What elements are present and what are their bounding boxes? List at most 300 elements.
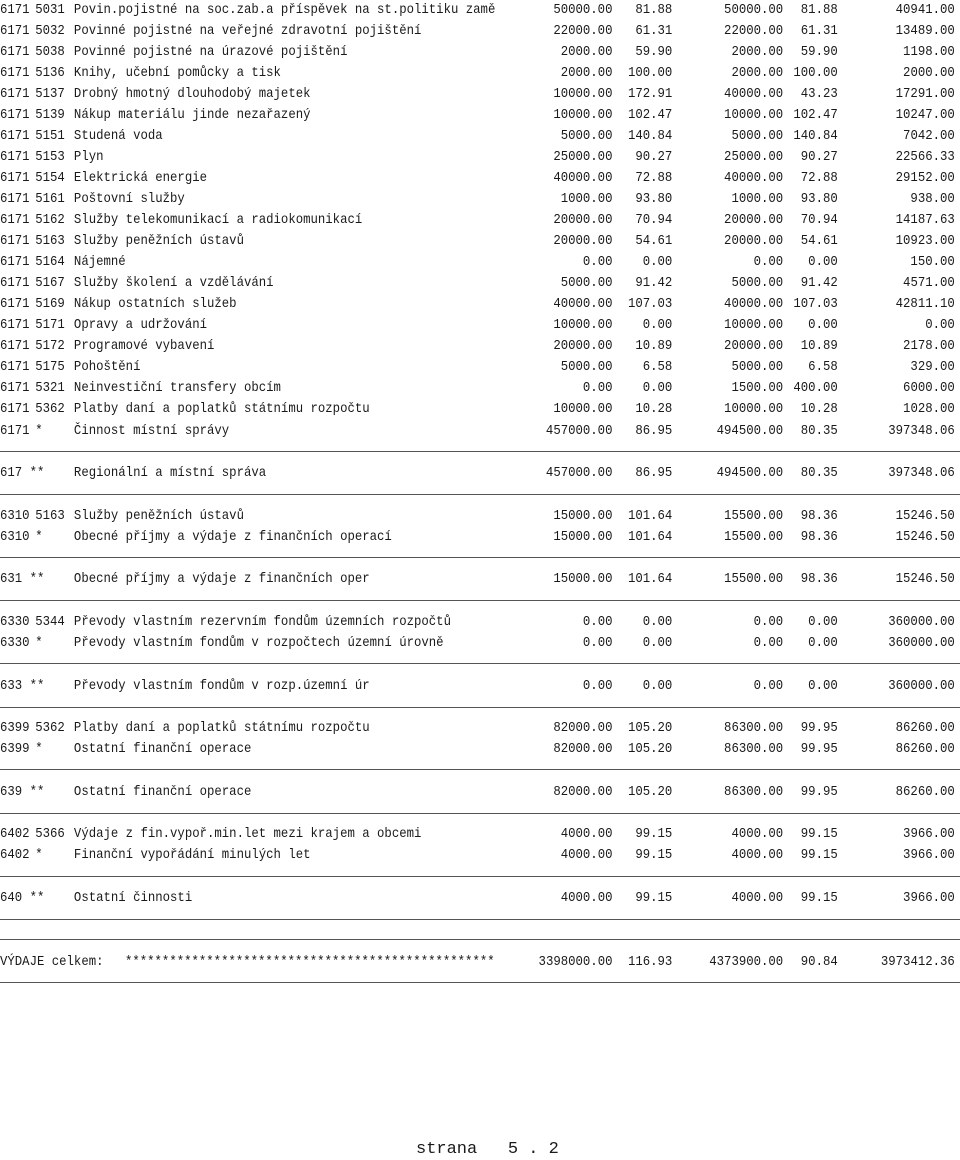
adjusted-percent: 80.35 (800, 465, 838, 481)
budget-value: 457000.00 (545, 465, 613, 481)
item-code: 5366 (35, 826, 65, 842)
item-description: Povinné pojistné na veřejné zdravotní pojištění (73, 23, 422, 39)
paragraph-code: 6171 (0, 212, 30, 228)
item-code: 5169 (35, 296, 65, 312)
paragraph-code: 6330 (0, 614, 30, 630)
item-description: Opravy a udržování (73, 317, 208, 333)
adjusted-percent: 140.84 (793, 128, 838, 144)
item-code: 5175 (35, 359, 65, 375)
table-row (0, 21, 955, 41)
adjusted-value: 494500.00 (716, 423, 784, 439)
item-description: Elektrická energie (73, 170, 208, 186)
budget-percent: 100.00 (627, 65, 673, 81)
item-description: Regionální a místní správa (73, 465, 267, 481)
actual-value: 40941.00 (895, 2, 955, 18)
budget-value: 40000.00 (553, 296, 613, 312)
budget-percent: 91.42 (635, 275, 673, 291)
adjusted-value: 5000.00 (731, 128, 784, 144)
budget-value: 10000.00 (553, 317, 613, 333)
adjusted-percent: 6.58 (808, 359, 838, 375)
subtotal-row (0, 633, 955, 653)
adjusted-value: 50000.00 (724, 2, 784, 18)
paragraph-code: 6171 (0, 170, 30, 186)
budget-percent: 107.03 (627, 296, 673, 312)
budget-value: 457000.00 (545, 423, 613, 439)
adjusted-value: 86300.00 (724, 784, 784, 800)
paragraph-code: 6171 (0, 128, 30, 144)
group-code: 633 ** (0, 678, 45, 694)
budget-percent: 81.88 (635, 2, 673, 18)
item-description: Služby peněžních ústavů (73, 508, 244, 524)
actual-value: 360000.00 (888, 635, 955, 651)
adjusted-value: 1500.00 (731, 380, 784, 396)
budget-percent: 99.15 (635, 826, 673, 842)
adjusted-value: 5000.00 (731, 359, 784, 375)
actual-value: 3966.00 (903, 847, 955, 863)
item-description: Ostatní finanční operace (73, 784, 252, 800)
paragraph-code: 6399 (0, 720, 30, 736)
item-description: Obecné příjmy a výdaje z finančních operací (73, 529, 392, 545)
subtotal-row (0, 739, 955, 759)
adjusted-percent: 99.95 (800, 741, 838, 757)
budget-percent: 116.93 (627, 954, 673, 970)
divider (0, 451, 960, 452)
adjusted-percent: 70.94 (800, 212, 838, 228)
budget-value: 22000.00 (553, 23, 613, 39)
item-description: Drobný hmotný dlouhodobý majetek (73, 86, 311, 102)
budget-percent: 6.58 (642, 359, 673, 375)
budget-value: 4000.00 (560, 826, 613, 842)
budget-value: 15000.00 (553, 529, 613, 545)
divider (0, 919, 960, 920)
item-code: 5172 (35, 338, 65, 354)
adjusted-percent: 99.15 (800, 890, 838, 906)
grand-total-row (0, 952, 955, 972)
paragraph-code: 6171 (0, 380, 30, 396)
group-code: 639 ** (0, 784, 45, 800)
adjusted-percent: 400.00 (793, 380, 838, 396)
item-code: 5136 (35, 65, 65, 81)
item-code: 5032 (35, 23, 65, 39)
adjusted-percent: 90.27 (800, 149, 838, 165)
budget-value: 1000.00 (560, 191, 613, 207)
item-description: Výdaje z fin.vypoř.min.let mezi krajem a obcemi (73, 826, 422, 842)
table-row (0, 252, 955, 272)
adjusted-value: 20000.00 (724, 212, 784, 228)
item-code: 5321 (35, 380, 65, 396)
budget-percent: 86.95 (635, 465, 673, 481)
actual-value: 6000.00 (903, 380, 955, 396)
budget-percent: 59.90 (635, 44, 673, 60)
subtotal-row (0, 421, 955, 441)
adjusted-percent: 91.42 (800, 275, 838, 291)
budget-percent: 102.47 (627, 107, 673, 123)
adjusted-value: 40000.00 (724, 86, 784, 102)
subtotal-marker: * (35, 741, 43, 757)
actual-value: 86260.00 (895, 784, 955, 800)
grand-total-filler: ************************************************** (124, 954, 495, 970)
budget-percent: 99.15 (635, 890, 673, 906)
adjusted-value: 86300.00 (724, 741, 784, 757)
paragraph-code: 6171 (0, 107, 30, 123)
group-total-row (0, 463, 955, 483)
item-code: 5344 (35, 614, 65, 630)
divider (0, 939, 960, 940)
actual-value: 3973412.36 (880, 954, 955, 970)
item-description: Převody vlastním rezervním fondům územních rozpočtů (73, 614, 451, 630)
budget-percent: 101.64 (627, 571, 673, 587)
adjusted-value: 0.00 (753, 614, 784, 630)
budget-value: 3398000.00 (538, 954, 613, 970)
budget-value: 5000.00 (560, 275, 613, 291)
adjusted-value: 4000.00 (731, 826, 784, 842)
actual-value: 10923.00 (895, 233, 955, 249)
budget-percent: 0.00 (642, 678, 673, 694)
adjusted-value: 22000.00 (724, 23, 784, 39)
actual-value: 3966.00 (903, 890, 955, 906)
adjusted-value: 4000.00 (731, 847, 784, 863)
budget-value: 0.00 (582, 254, 613, 270)
item-description: Povinné pojistné na úrazové pojištění (73, 44, 348, 60)
actual-value: 2000.00 (903, 65, 955, 81)
adjusted-value: 40000.00 (724, 296, 784, 312)
budget-value: 20000.00 (553, 233, 613, 249)
budget-value: 20000.00 (553, 212, 613, 228)
table-row (0, 506, 955, 526)
adjusted-value: 40000.00 (724, 170, 784, 186)
adjusted-value: 20000.00 (724, 338, 784, 354)
table-row (0, 147, 955, 167)
budget-value: 0.00 (582, 635, 613, 651)
item-code: 5164 (35, 254, 65, 270)
actual-value: 7042.00 (903, 128, 955, 144)
item-code: 5362 (35, 401, 65, 417)
budget-value: 82000.00 (553, 784, 613, 800)
budget-value: 10000.00 (553, 107, 613, 123)
item-description: Povin.pojistné na soc.zab.a příspěvek na st.politiku zamě (73, 2, 496, 18)
item-description: Platby daní a poplatků státnímu rozpočtu (73, 720, 370, 736)
budget-percent: 10.89 (635, 338, 673, 354)
actual-value: 14187.63 (895, 212, 955, 228)
divider (0, 600, 960, 601)
divider (0, 557, 960, 558)
actual-value: 86260.00 (895, 741, 955, 757)
adjusted-value: 15500.00 (724, 508, 784, 524)
budget-percent: 54.61 (635, 233, 673, 249)
budget-value: 4000.00 (560, 890, 613, 906)
adjusted-percent: 0.00 (808, 254, 838, 270)
item-code: 5031 (35, 2, 65, 18)
budget-percent: 99.15 (635, 847, 673, 863)
budget-percent: 105.20 (627, 741, 673, 757)
item-description: Nákup materiálu jinde nezařazený (73, 107, 311, 123)
item-code: 5161 (35, 191, 65, 207)
budget-percent: 90.27 (635, 149, 673, 165)
item-description: Finanční vypořádání minulých let (73, 847, 311, 863)
item-description: Programové vybavení (73, 338, 215, 354)
budget-percent: 86.95 (635, 423, 673, 439)
actual-value: 10247.00 (895, 107, 955, 123)
item-description: Služby telekomunikací a radiokomunikací (73, 212, 363, 228)
paragraph-code: 6171 (0, 44, 30, 60)
item-code: 5038 (35, 44, 65, 60)
budget-value: 5000.00 (560, 128, 613, 144)
budget-percent: 0.00 (642, 614, 673, 630)
paragraph-code: 6171 (0, 317, 30, 333)
subtotal-marker: * (35, 529, 43, 545)
budget-percent: 0.00 (642, 254, 673, 270)
adjusted-percent: 10.28 (800, 401, 838, 417)
paragraph-code: 6171 (0, 2, 30, 18)
subtotal-row (0, 527, 955, 547)
actual-value: 15246.50 (895, 571, 955, 587)
paragraph-code: 6171 (0, 338, 30, 354)
adjusted-percent: 43.23 (800, 86, 838, 102)
budget-percent: 0.00 (642, 635, 673, 651)
adjusted-value: 494500.00 (716, 465, 784, 481)
adjusted-percent: 0.00 (808, 678, 838, 694)
budget-percent: 93.80 (635, 191, 673, 207)
adjusted-value: 25000.00 (724, 149, 784, 165)
budget-value: 15000.00 (553, 571, 613, 587)
item-code: 5139 (35, 107, 65, 123)
paragraph-code: 6171 (0, 149, 30, 165)
adjusted-value: 2000.00 (731, 44, 784, 60)
item-description: Služby peněžních ústavů (73, 233, 244, 249)
adjusted-percent: 100.00 (793, 65, 838, 81)
item-code: 5163 (35, 233, 65, 249)
actual-value: 13489.00 (895, 23, 955, 39)
adjusted-percent: 102.47 (793, 107, 838, 123)
actual-value: 938.00 (910, 191, 955, 207)
item-description: Pohoštění (73, 359, 141, 375)
item-description: Převody vlastním fondům v rozpočtech územní úrovně (73, 635, 444, 651)
paragraph-code: 6171 (0, 191, 30, 207)
budget-value: 0.00 (582, 380, 613, 396)
item-description: Poštovní služby (73, 191, 185, 207)
subtotal-row (0, 845, 955, 865)
divider (0, 707, 960, 708)
adjusted-percent: 99.15 (800, 847, 838, 863)
budget-value: 20000.00 (553, 338, 613, 354)
item-description: Platby daní a poplatků státnímu rozpočtu (73, 401, 370, 417)
item-code: 5151 (35, 128, 65, 144)
adjusted-value: 15500.00 (724, 529, 784, 545)
adjusted-percent: 10.89 (800, 338, 838, 354)
paragraph-code: 6171 (0, 86, 30, 102)
adjusted-percent: 72.88 (800, 170, 838, 186)
adjusted-percent: 99.15 (800, 826, 838, 842)
adjusted-value: 15500.00 (724, 571, 784, 587)
table-row (0, 63, 955, 83)
table-row (0, 399, 955, 419)
table-row (0, 336, 955, 356)
adjusted-percent: 98.36 (800, 508, 838, 524)
actual-value: 329.00 (910, 359, 955, 375)
table-row (0, 0, 955, 20)
paragraph-code: 6171 (0, 296, 30, 312)
actual-value: 397348.06 (888, 465, 955, 481)
adjusted-value: 10000.00 (724, 317, 784, 333)
adjusted-value: 1000.00 (731, 191, 784, 207)
budget-percent: 101.64 (627, 529, 673, 545)
adjusted-value: 20000.00 (724, 233, 784, 249)
grand-total-label: VÝDAJE celkem: (0, 954, 104, 970)
item-code: 5171 (35, 317, 65, 333)
item-description: Nájemné (73, 254, 126, 270)
adjusted-value: 0.00 (753, 678, 784, 694)
table-row (0, 84, 955, 104)
adjusted-percent: 0.00 (808, 317, 838, 333)
budget-value: 2000.00 (560, 65, 613, 81)
item-code: 5362 (35, 720, 65, 736)
adjusted-value: 0.00 (753, 635, 784, 651)
item-description: Ostatní činnosti (73, 890, 193, 906)
actual-value: 86260.00 (895, 720, 955, 736)
adjusted-percent: 99.95 (800, 784, 838, 800)
budget-value: 4000.00 (560, 847, 613, 863)
adjusted-percent: 90.84 (800, 954, 838, 970)
budget-percent: 105.20 (627, 784, 673, 800)
table-row (0, 718, 955, 738)
subtotal-marker: * (35, 423, 43, 439)
item-description: Knihy, učební pomůcky a tisk (73, 65, 281, 81)
adjusted-value: 4373900.00 (709, 954, 784, 970)
table-row (0, 315, 955, 335)
page-number: strana 5 . 2 (416, 1140, 559, 1159)
item-description: Obecné příjmy a výdaje z finančních oper (73, 571, 370, 587)
divider (0, 982, 960, 983)
paragraph-code: 6310 (0, 508, 30, 524)
item-code: 5154 (35, 170, 65, 186)
divider (0, 663, 960, 664)
budget-percent: 101.64 (627, 508, 673, 524)
table-row (0, 378, 955, 398)
budget-percent: 0.00 (642, 380, 673, 396)
table-row (0, 168, 955, 188)
table-row (0, 824, 955, 844)
paragraph-code: 6171 (0, 65, 30, 81)
budget-percent: 140.84 (627, 128, 673, 144)
actual-value: 360000.00 (888, 614, 955, 630)
paragraph-code: 6402 (0, 847, 30, 863)
budget-value: 25000.00 (553, 149, 613, 165)
divider (0, 769, 960, 770)
actual-value: 2178.00 (903, 338, 955, 354)
actual-value: 17291.00 (895, 86, 955, 102)
table-row (0, 231, 955, 251)
adjusted-value: 5000.00 (731, 275, 784, 291)
budget-percent: 0.00 (642, 317, 673, 333)
paragraph-code: 6171 (0, 401, 30, 417)
divider (0, 876, 960, 877)
budget-value: 10000.00 (553, 401, 613, 417)
budget-percent: 10.28 (635, 401, 673, 417)
budget-percent: 172.91 (627, 86, 673, 102)
item-description: Studená voda (73, 128, 163, 144)
item-description: Služby školení a vzdělávání (73, 275, 274, 291)
group-total-row (0, 569, 955, 589)
adjusted-percent: 81.88 (800, 2, 838, 18)
budget-value: 15000.00 (553, 508, 613, 524)
item-description: Převody vlastním fondům v rozp.územní úr (73, 678, 370, 694)
group-code: 640 ** (0, 890, 45, 906)
item-code: 5137 (35, 86, 65, 102)
subtotal-marker: * (35, 635, 43, 651)
adjusted-percent: 54.61 (800, 233, 838, 249)
divider (0, 494, 960, 495)
adjusted-value: 0.00 (753, 254, 784, 270)
table-row (0, 126, 955, 146)
actual-value: 15246.50 (895, 529, 955, 545)
adjusted-percent: 59.90 (800, 44, 838, 60)
paragraph-code: 6399 (0, 741, 30, 757)
actual-value: 150.00 (910, 254, 955, 270)
group-code: 617 ** (0, 465, 45, 481)
table-row (0, 273, 955, 293)
actual-value: 15246.50 (895, 508, 955, 524)
adjusted-value: 10000.00 (724, 401, 784, 417)
divider (0, 813, 960, 814)
budget-value: 82000.00 (553, 720, 613, 736)
adjusted-percent: 98.36 (800, 571, 838, 587)
adjusted-percent: 0.00 (808, 614, 838, 630)
table-row (0, 105, 955, 125)
table-row (0, 294, 955, 314)
paragraph-code: 6330 (0, 635, 30, 651)
paragraph-code: 6402 (0, 826, 30, 842)
group-total-row (0, 888, 955, 908)
table-row (0, 210, 955, 230)
budget-value: 2000.00 (560, 44, 613, 60)
group-code: 631 ** (0, 571, 45, 587)
actual-value: 397348.06 (888, 423, 955, 439)
actual-value: 1028.00 (903, 401, 955, 417)
budget-percent: 72.88 (635, 170, 673, 186)
budget-value: 10000.00 (553, 86, 613, 102)
item-description: Plyn (73, 149, 104, 165)
actual-value: 29152.00 (895, 170, 955, 186)
adjusted-value: 2000.00 (731, 65, 784, 81)
budget-percent: 105.20 (627, 720, 673, 736)
adjusted-percent: 107.03 (793, 296, 838, 312)
budget-value: 50000.00 (553, 2, 613, 18)
adjusted-value: 4000.00 (731, 890, 784, 906)
actual-value: 4571.00 (903, 275, 955, 291)
adjusted-percent: 98.36 (800, 529, 838, 545)
paragraph-code: 6310 (0, 529, 30, 545)
adjusted-value: 10000.00 (724, 107, 784, 123)
actual-value: 1198.00 (903, 44, 955, 60)
table-row (0, 612, 955, 632)
item-description: Nákup ostatních služeb (73, 296, 237, 312)
adjusted-percent: 80.35 (800, 423, 838, 439)
paragraph-code: 6171 (0, 23, 30, 39)
budget-value: 5000.00 (560, 359, 613, 375)
budget-percent: 70.94 (635, 212, 673, 228)
paragraph-code: 6171 (0, 275, 30, 291)
adjusted-percent: 93.80 (800, 191, 838, 207)
actual-value: 360000.00 (888, 678, 955, 694)
item-code: 5162 (35, 212, 65, 228)
paragraph-code: 6171 (0, 254, 30, 270)
item-description: Činnost místní správy (73, 423, 230, 439)
table-row (0, 42, 955, 62)
adjusted-percent: 61.31 (800, 23, 838, 39)
item-code: 5167 (35, 275, 65, 291)
item-description: Neinvestiční transfery obcím (73, 380, 281, 396)
budget-percent: 61.31 (635, 23, 673, 39)
